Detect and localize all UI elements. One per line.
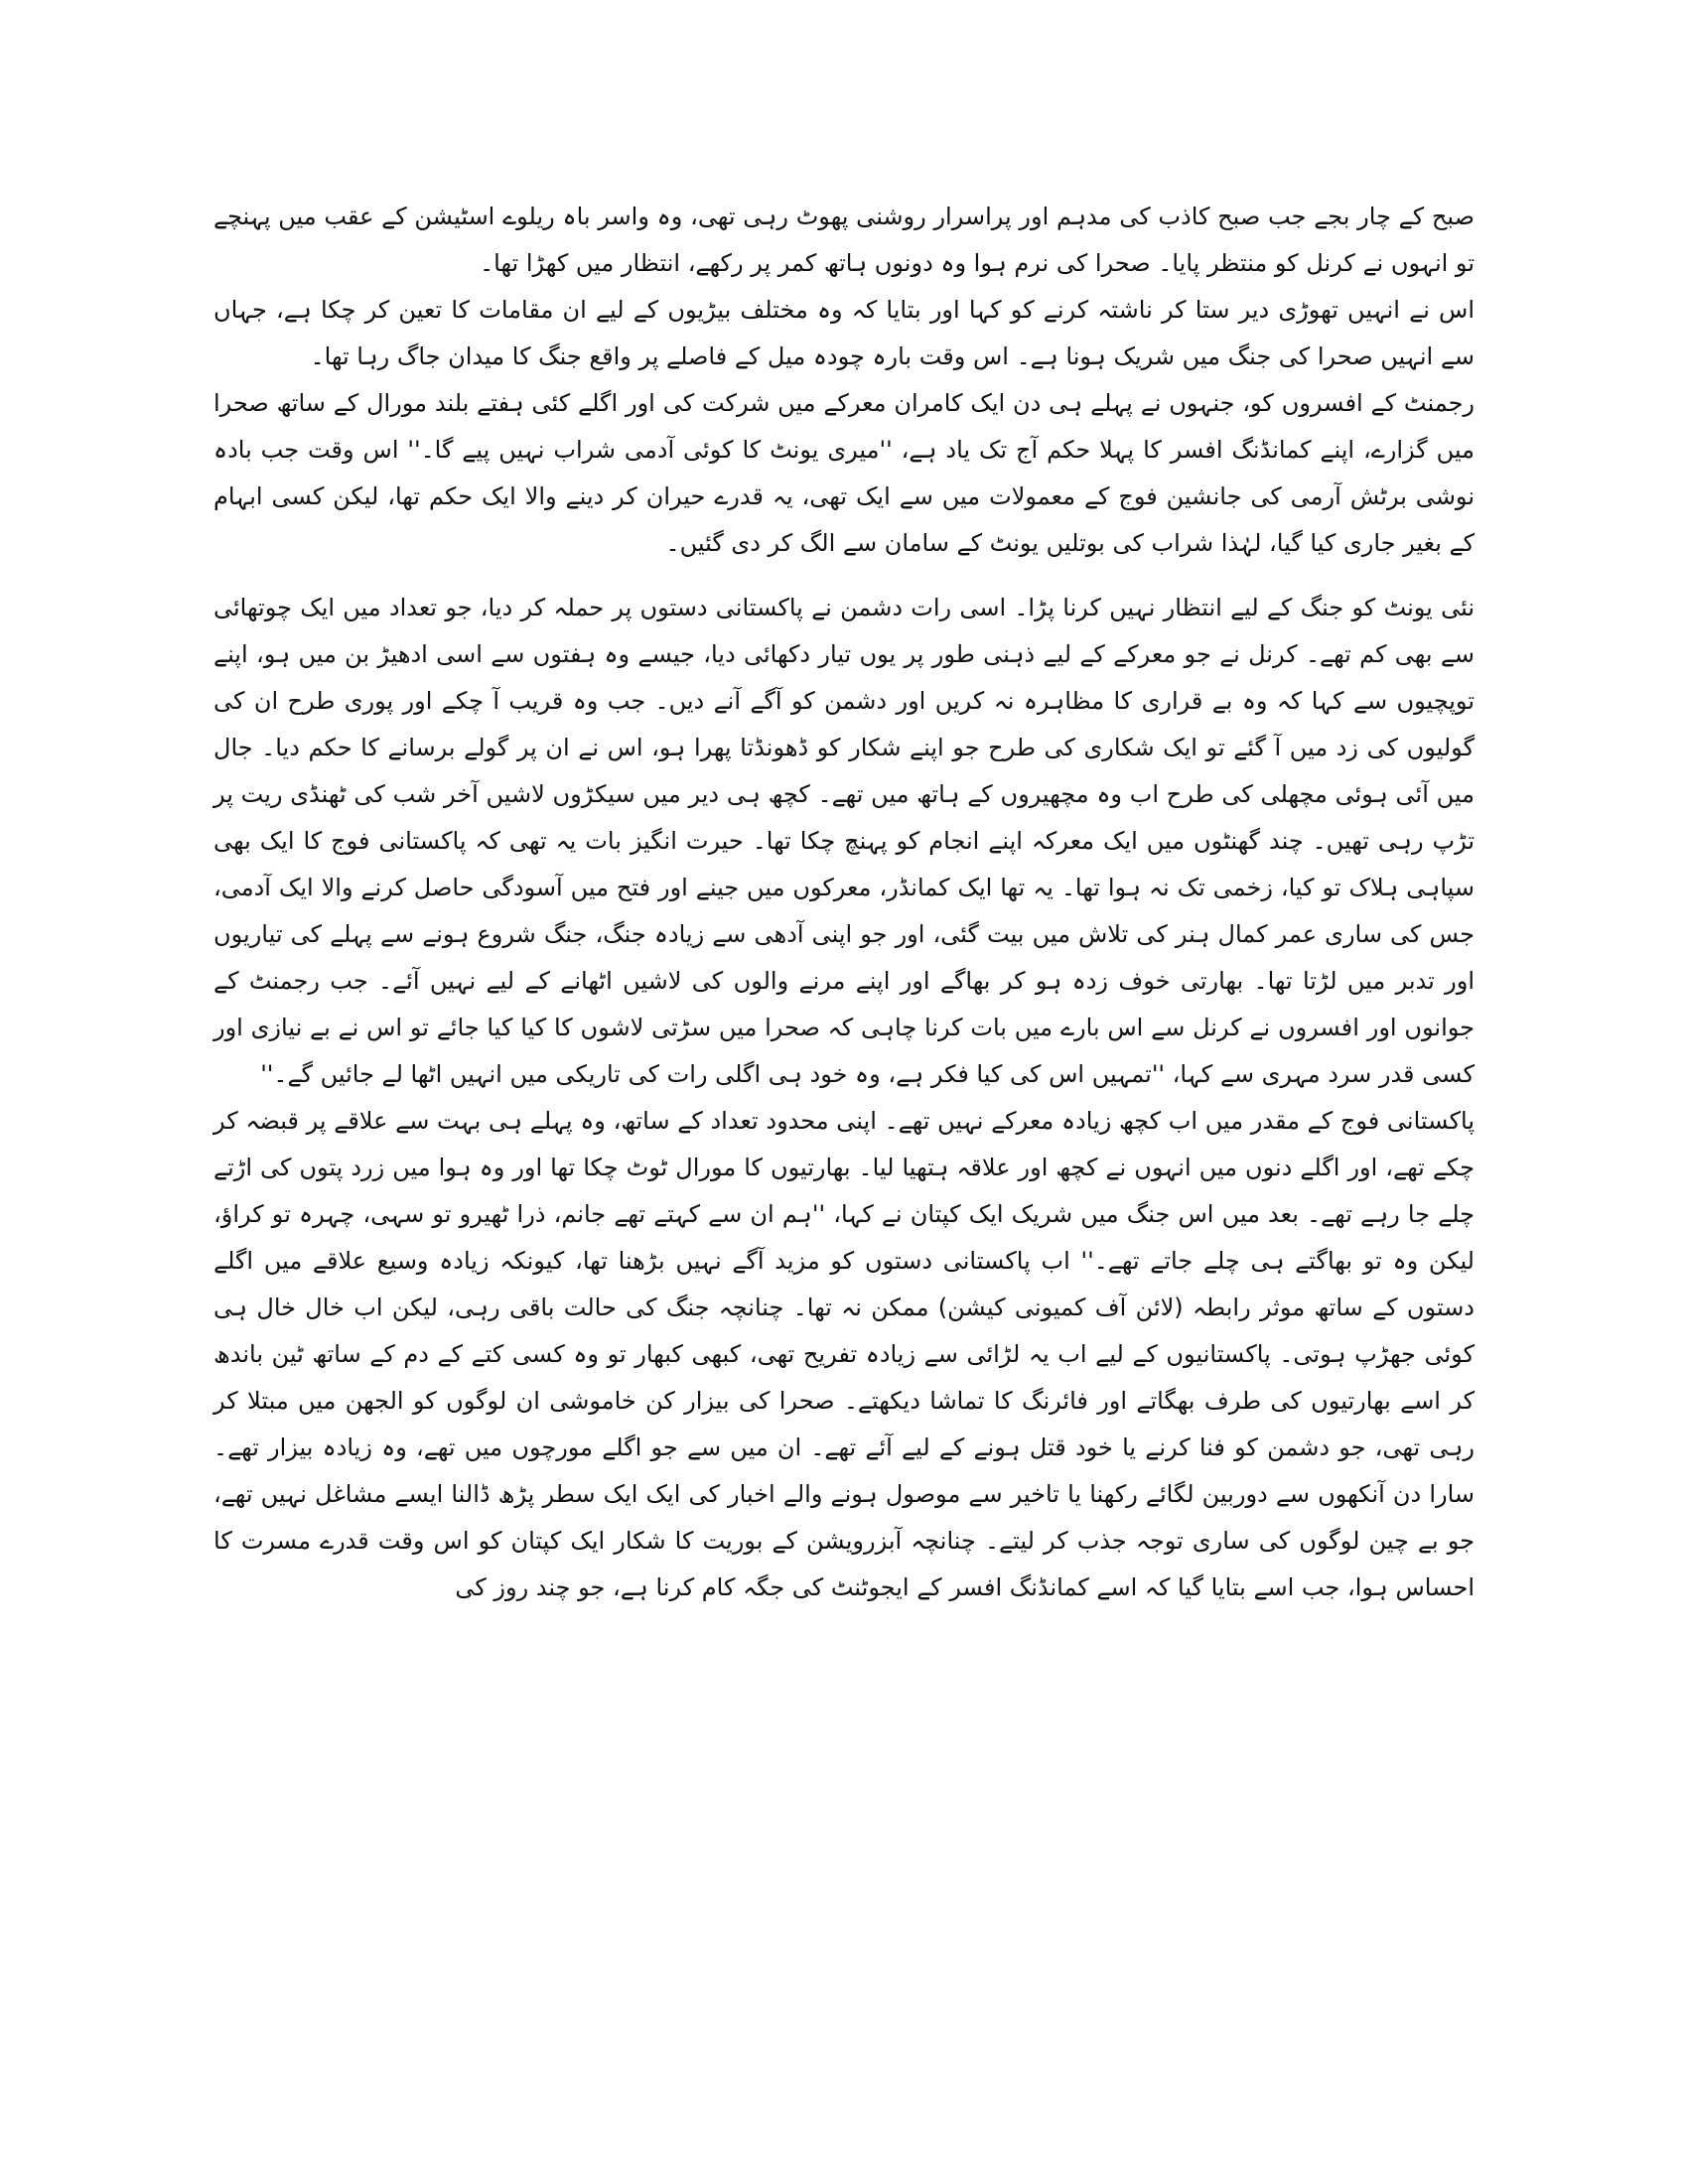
paragraph-1: صبح کے چار بجے جب صبح کاذب کی مدہم اور پراسرار روشنی پھوٹ رہی تھی، وہ واسر باہ ریلوے اسٹیشن کے عقب میں پہنچے تو انہوں نے کرنل کو منتظر پایا۔ صحرا کی نرم ہوا وہ دونوں ہاتھ کمر پر رکھے، انتظار میں کھڑا تھا۔: [213, 203, 1475, 277]
paragraph-4: نئی یونٹ کو جنگ کے لیے انتظار نہیں کرنا پڑا۔ اسی رات دشمن نے پاکستانی دستوں پر حملہ کر دیا، جو تعداد میں ایک چوتھائی سے بھی کم تھے۔ کرنل نے جو معرکے کے لیے ذہنی طور پر یوں تیار دکھائی دیا، جیسے وہ ہفتوں سے اسی ادھیڑ بن میں ہو، اپنے توپچیوں سے کہا کہ وہ بے قراری کا مظاہرہ نہ کریں اور دشمن کو آگے آنے دیں۔ جب وہ قریب آ چکے اور پوری طرح ان کی گولیوں کی زد میں آ گئے تو ایک شکاری کی طرح جو اپنے شکار کو ڈھونڈتا پھرا ہو، اس نے ان پر گولے برسانے کا حکم دیا۔ جال میں آئی ہوئی مچھلی کی طرح اب وہ مچھیروں کے ہاتھ میں تھے۔ کچھ ہی دیر میں سیکڑوں لاشیں آخر شب کی ٹھنڈی ریت پر تڑپ رہی تھیں۔ چند گھنٹوں میں ایک معرکہ اپنے انجام کو پہنچ چکا تھا۔ حیرت انگیز بات یہ تھی کہ پاکستانی فوج کا ایک بھی سپاہی ہلاک تو کیا، زخمی تک نہ ہوا تھا۔ یہ تھا ایک کمانڈر، معرکوں میں جینے اور فتح میں آسودگی حاصل کرنے والا ایک آدمی، جس کی ساری عمر کمال ہنر کی تلاش میں بیت گئی، اور جو اپنی آدھی سے زیادہ جنگ، جنگ شروع ہونے سے پہلے کی تیاریوں اور تدبر میں لڑتا تھا۔ بھارتی خوف زدہ ہو کر بھاگے اور اپنے مرنے والوں کی لاشیں اٹھانے کے لیے نہیں آئے۔ جب رجمنٹ کے جوانوں اور افسروں نے کرنل سے اس بارے میں بات کرنا چاہی کہ صحرا میں سڑتی لاشوں کا کیا کیا جائے تو اس نے بے نیازی اور کسی قدر سرد مہری سے کہا، ''تمہیں اس کی کیا فکر ہے، وہ خود ہی اگلی رات کی تاریکی میں انہیں اٹھا لے جائیں گے۔'': [213, 594, 1475, 1088]
paragraph-3: رجمنٹ کے افسروں کو، جنہوں نے پہلے ہی دن ایک کامران معرکے میں شرکت کی اور اگلے کئی ہفتے بلند مورال کے ساتھ صحرا میں گزارے، اپنے کمانڈنگ افسر کا پہلا حکم آج تک یاد ہے، ''میری یونٹ کا کوئی آدمی شراب نہیں پیے گا۔'' اس وقت جب بادہ نوشی برٹش آرمی کی جانشین فوج کے معمولات میں سے ایک تھی، یہ قدرے حیران کر دینے والا ایک حکم تھا، لیکن کسی ابہام کے بغیر جاری کیا گیا، لہٰذا شراب کی بوتلیں یونٹ کے سامان سے الگ کر دی گئیں۔: [213, 389, 1475, 557]
paragraph-5: پاکستانی فوج کے مقدر میں اب کچھ زیادہ معرکے نہیں تھے۔ اپنی محدود تعداد کے ساتھ، وہ پہلے ہی بہت سے علاقے پر قبضہ کر چکے تھے، اور اگلے دنوں میں انہوں نے کچھ اور علاقہ ہتھیا لیا۔ بھارتیوں کا مورال ٹوٹ چکا تھا اور وہ ہوا میں زرد پتوں کی اڑتے چلے جا رہے تھے۔ بعد میں اس جنگ میں شریک ایک کپتان نے کہا، ''ہم ان سے کہتے تھے جانم، ذرا ٹھیرو تو سہی، چہرہ تو کراؤ، لیکن وہ تو بھاگتے ہی چلے جاتے تھے۔'' اب پاکستانی دستوں کو مزید آگے نہیں بڑھنا تھا، کیونکہ زیادہ وسیع علاقے میں اگلے دستوں کے ساتھ موثر رابطہ (لائن آف کمیونی کیشن) ممکن نہ تھا۔ چنانچہ جنگ کی حالت باقی رہی، لیکن اب خال خال ہی کوئی جھڑپ ہوتی۔ پاکستانیوں کے لیے اب یہ لڑائی سے زیادہ تفریح تھی، کبھی کبھار تو وہ کسی کتے کے دم کے ساتھ ٹین باندھ کر اسے بھارتیوں کی طرف بھگاتے اور فائرنگ کا تماشا دیکھتے۔ صحرا کی بیزار کن خاموشی ان لوگوں کو الجھن میں مبتلا کر رہی تھی، جو دشمن کو فنا کرنے یا خود قتل ہونے کے لیے آئے تھے۔ ان میں سے جو اگلے مورچوں میں تھے، وہ زیادہ بیزار تھے۔ سارا دن آنکھوں سے دوربین لگائے رکھنا یا تاخیر سے موصول ہونے والے اخبار کی ایک ایک سطر پڑھ ڈالنا ایسے مشاغل نہیں تھے، جو بے چین لوگوں کی ساری توجہ جذب کر لیتے۔ چنانچہ آبزرویشن کے بوریت کا شکار ایک کپتان کو اس وقت قدرے مسرت کا احساس ہوا، جب اسے بتایا گیا کہ اسے کمانڈنگ افسر کے ایجوٹنٹ کی جگہ کام کرنا ہے، جو چند روز کی: [213, 1107, 1475, 1601]
paragraph-2: اس نے انہیں تھوڑی دیر ستا کر ناشتہ کرنے کو کہا اور بتایا کہ وہ مختلف بیڑیوں کے لیے ان مقامات کا تعین کر چکا ہے، جہاں سے انہیں صحرا کی جنگ میں شریک ہونا ہے۔ اس وقت بارہ چودہ میل کے فاصلے پر واقع جنگ کا میدان جاگ رہا تھا۔: [213, 296, 1475, 370]
document-page: [213, 194, 1475, 1611]
